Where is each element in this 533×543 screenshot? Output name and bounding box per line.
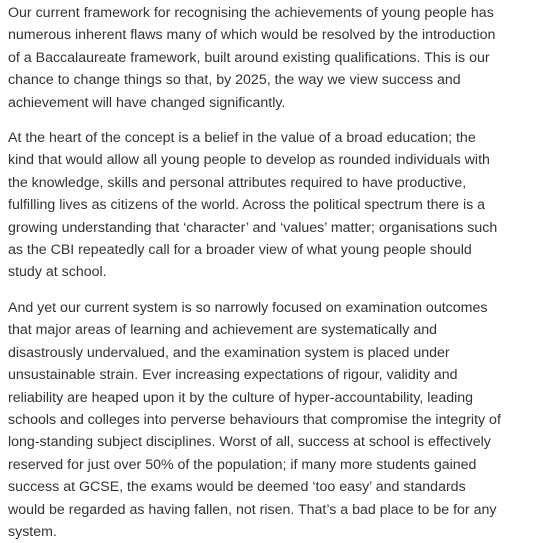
text-line: the knowledge, skills and personal attributes required to have productive,	[8, 174, 467, 191]
text-line: kind that would allow all young people to develop as rounded individuals with	[8, 152, 490, 169]
paragraph-1	[8, 2, 529, 114]
text-line: fulfilling lives as citizens of the world. Across the political spectrum there is a	[8, 197, 486, 214]
text-line: that major areas of learning and achievement are systematically and	[8, 322, 438, 339]
text-line: disastrously undervalued, and the examination system is placed under	[8, 344, 450, 361]
paragraph-2	[8, 127, 529, 284]
text-line: system.	[8, 523, 57, 540]
text-line: schools and colleges into perverse behaviours that compromise the integrity of	[8, 411, 501, 428]
text-line: growing understanding that ‘character’ and ‘values’ matter; organisations such	[8, 219, 498, 236]
text-line: achievement will have changed significantly.	[8, 94, 286, 111]
text-line: Our current framework for recognising the achievements of young people has	[8, 5, 494, 21]
text-line: long-standing subject disciplines. Worst of all, success at school is effectively	[8, 434, 491, 451]
text-line: success at GCSE, the exams would be deemed ‘too easy’ and standards	[8, 479, 466, 496]
text-line: At the heart of the concept is a belief in the value of a broad education; the	[8, 130, 476, 147]
text-line: And yet our current system is so narrowly focused on examination outcomes	[8, 299, 488, 316]
text-line: numerous inherent flaws many of which would be resolved by the introduction	[8, 27, 496, 44]
text-line: chance to change things so that, by 2025, the way we view success and	[8, 72, 461, 89]
text-line: unsustainable strain. Ever increasing expectations of rigour, validity and	[8, 367, 458, 384]
text-line: would be regarded as having fallen, not risen. That’s a bad place to be for any	[8, 501, 497, 518]
text-line: reserved for just over 50% of the population; if many more students gained	[8, 456, 477, 473]
text-line: as the CBI repeatedly call for a broader view of what young people should	[8, 242, 472, 259]
paragraph-3	[8, 297, 529, 543]
text-line: of a Baccalaureate framework, built around existing qualifications. This is our	[8, 49, 490, 66]
text-line: study at school.	[8, 264, 107, 281]
text-line: reliability are heaped upon it by the culture of hyper-accountability, leading	[8, 389, 474, 406]
